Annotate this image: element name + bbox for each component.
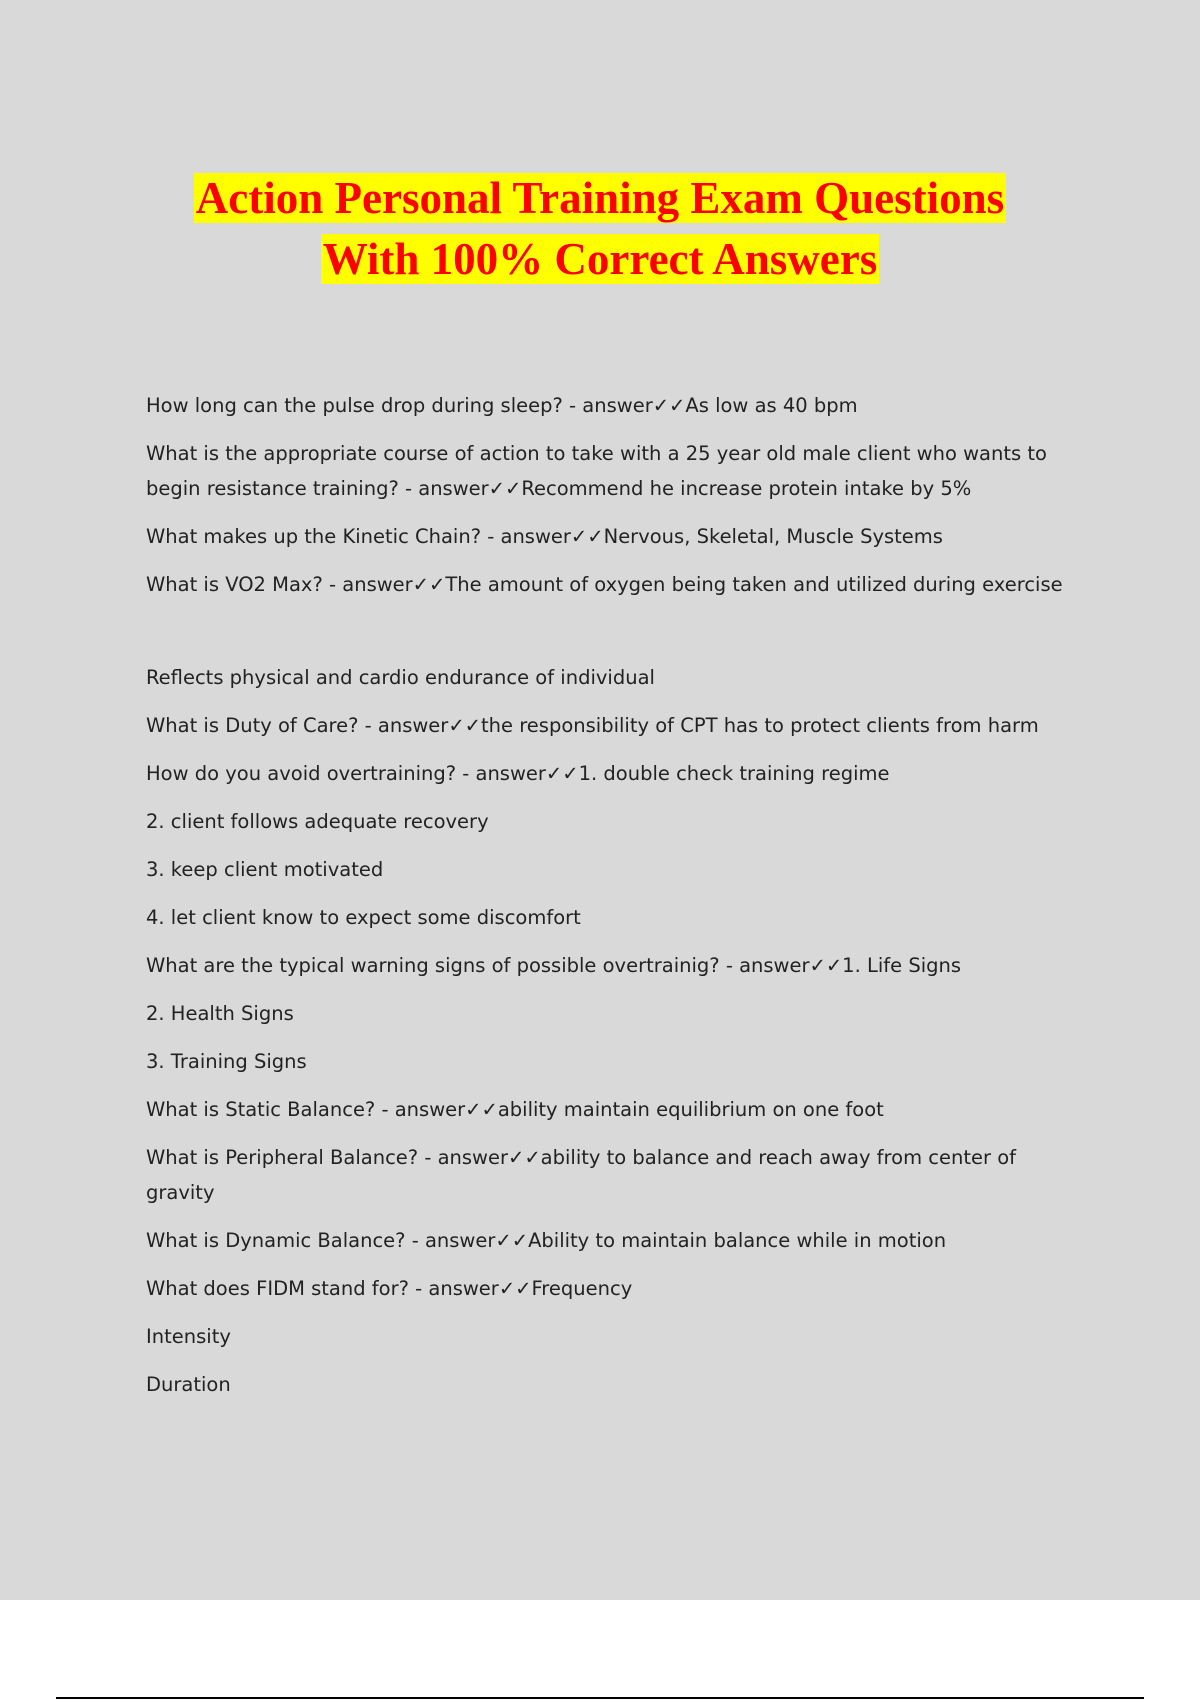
qa-line: What does FIDM stand for? - answer✓✓Frequency <box>146 1277 633 1300</box>
document-title <box>0 168 1200 290</box>
qa-line: What is VO2 Max? - answer✓✓The amount of oxygen being taken and utilized during exercise <box>146 573 1063 596</box>
qa-content <box>146 388 1086 1402</box>
title-line-2: With 100% Correct Answers <box>322 234 878 284</box>
qa-line: Reflects physical and cardio endurance of individual <box>146 666 655 689</box>
qa-line: What is Peripheral Balance? - answer✓✓ability to balance and reach away from center of gravity <box>146 1146 1016 1204</box>
qa-line: Duration <box>146 1373 231 1396</box>
qa-line: 2. Health Signs <box>146 1002 294 1025</box>
qa-line: 4. let client know to expect some discomfort <box>146 906 581 929</box>
qa-line: Intensity <box>146 1325 231 1348</box>
qa-line: How do you avoid overtraining? - answer✓✓1. double check training regime <box>146 762 890 785</box>
title-line-1: Action Personal Training Exam Questions <box>195 173 1005 223</box>
qa-line: What is Static Balance? - answer✓✓ability maintain equilibrium on one foot <box>146 1098 884 1121</box>
qa-line: 2. client follows adequate recovery <box>146 810 489 833</box>
qa-line: 3. Training Signs <box>146 1050 307 1073</box>
qa-line: What is the appropriate course of action to take with a 25 year old male client who wants to begin resistance training? - answer✓✓Recommend he increase protein intake by 5% <box>146 442 1047 500</box>
qa-line: What makes up the Kinetic Chain? - answer✓✓Nervous, Skeletal, Muscle Systems <box>146 525 943 548</box>
qa-line: What is Dynamic Balance? - answer✓✓Ability to maintain balance while in motion <box>146 1229 947 1252</box>
qa-line: How long can the pulse drop during sleep? - answer✓✓As low as 40 bpm <box>146 394 858 417</box>
page-bottom-rule <box>56 1697 1144 1699</box>
qa-line: What is Duty of Care? - answer✓✓the responsibility of CPT has to protect clients from harm <box>146 714 1039 737</box>
qa-line: 3. keep client motivated <box>146 858 384 881</box>
qa-line: What are the typical warning signs of possible overtrainig? - answer✓✓1. Life Signs <box>146 954 962 977</box>
